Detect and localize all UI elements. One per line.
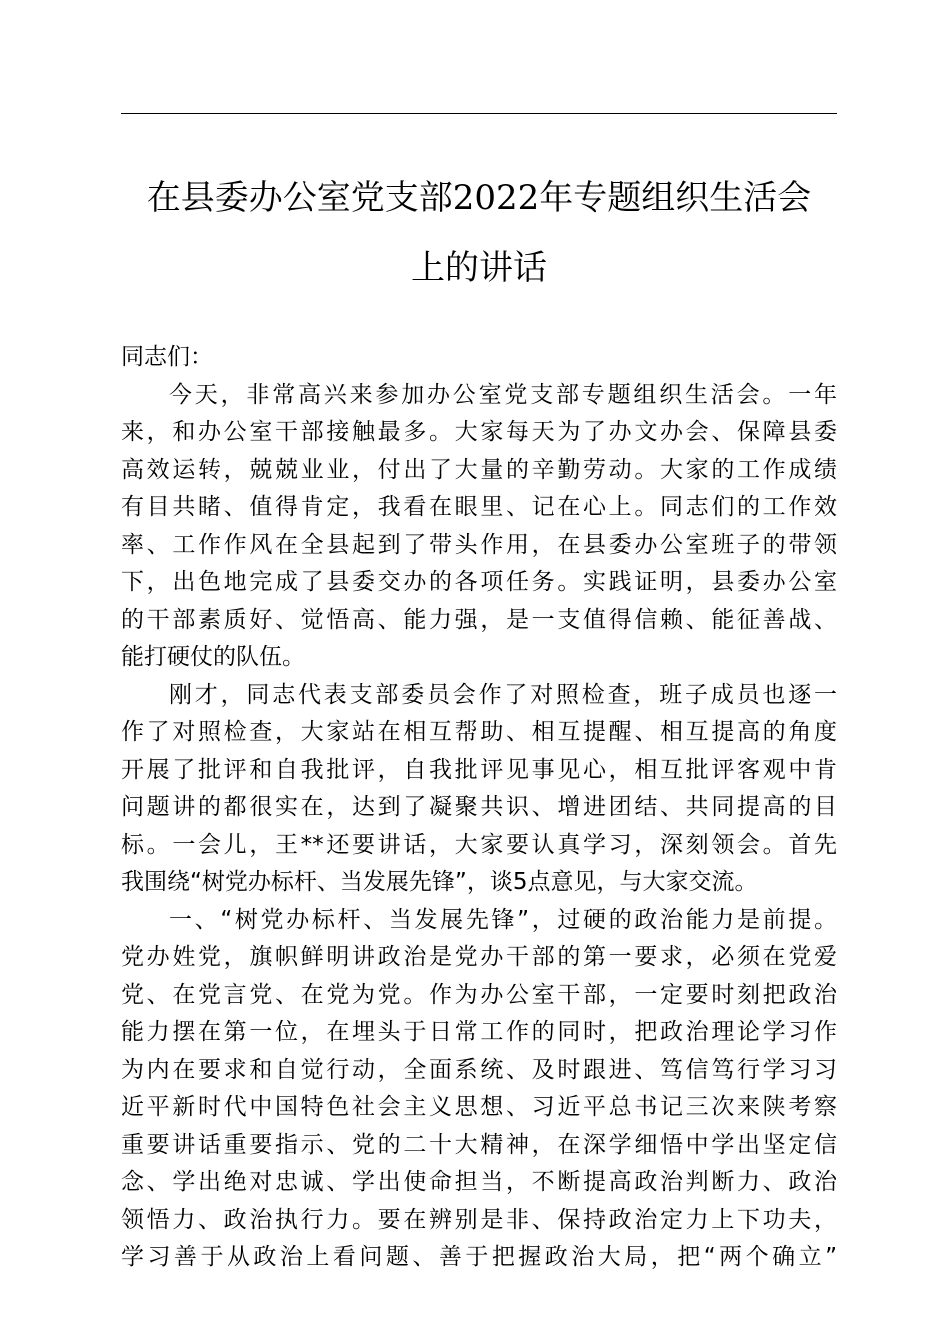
paragraph-1-line: 今天，非常高兴来参加办公室党支部专题组织生活会。一年 [169,381,837,408]
paragraph-1-line: 下，出色地完成了县委交办的各项任务。实践证明，县委办公室 [121,569,837,595]
paragraph-2-line: 作了对照检查，大家站在相互帮助、相互提醒、相互提高的角度 [121,719,837,745]
salutation: 同志们： [121,344,213,370]
paragraph-2-line: 问题讲的都很实在，达到了凝聚共识、增进团结、共同提高的目 [121,794,837,820]
paragraph-3-line: 党办姓党，旗帜鲜明讲政治是党办干部的第一要求，必须在党爱 [121,944,837,970]
paragraph-3-line: 念、学出绝对忠诚、学出使命担当，不断提高政治判断力、政治 [121,1169,837,1195]
paragraph-2-line: 我围绕“树党办标杆、当发展先锋”，谈5点意见，与大家交流。 [121,869,758,895]
paragraph-3-line: 能力摆在第一位，在埋头于日常工作的同时，把政治理论学习作 [121,1019,837,1045]
paragraph-3-line: 近平新时代中国特色社会主义思想、习近平总书记三次来陕考察 [121,1094,837,1120]
paragraph-1-line: 的干部素质好、觉悟高、能力强，是一支值得信赖、能征善战、 [121,606,837,633]
paragraph-3-line: 重要讲话重要指示、党的二十大精神，在深学细悟中学出坚定信 [121,1131,837,1158]
document-title-line-1: 在县委办公室党支部2022年专题组织生活会 [146,178,812,218]
paragraph-3-line: 学习善于从政治上看问题、善于把握政治大局，把“两个确立” [121,1244,837,1270]
paragraph-3-line: 一、“树党办标杆、当发展先锋”，过硬的政治能力是前提。 [169,906,837,933]
paragraph-3-line: 领悟力、政治执行力。要在辨别是非、保持政治定力上下功夫， [121,1206,837,1233]
paragraph-1-line: 能打硬仗的队伍。 [121,644,305,670]
header-rule [121,113,837,114]
paragraph-1-line: 高效运转，兢兢业业，付出了大量的辛勤劳动。大家的工作成绩 [121,456,837,483]
paragraph-1-line: 率、工作作风在全县起到了带头作用，在县委办公室班子的带领 [121,531,837,558]
paragraph-2-line: 标。一会儿，王**还要讲话，大家要认真学习，深刻领会。首先 [121,831,837,858]
paragraph-2-line: 开展了批评和自我批评，自我批评见事见心，相互批评客观中肯 [121,756,837,783]
document-title-line-2: 上的讲话 [411,248,547,288]
paragraph-1-line: 来，和办公室干部接触最多。大家每天为了办文办会、保障县委 [121,419,837,445]
paragraph-3-line: 党、在党言党、在党为党。作为办公室干部，一定要时刻把政治 [121,981,837,1008]
paragraph-2-line: 刚才，同志代表支部委员会作了对照检查，班子成员也逐一 [169,681,837,708]
document-body [121,339,837,1277]
paragraph-3-line: 为内在要求和自觉行动，全面系统、及时跟进、笃信笃行学习习 [121,1056,837,1083]
paragraph-1-line: 有目共睹、值得肯定，我看在眼里、记在心上。同志们的工作效 [121,494,837,520]
